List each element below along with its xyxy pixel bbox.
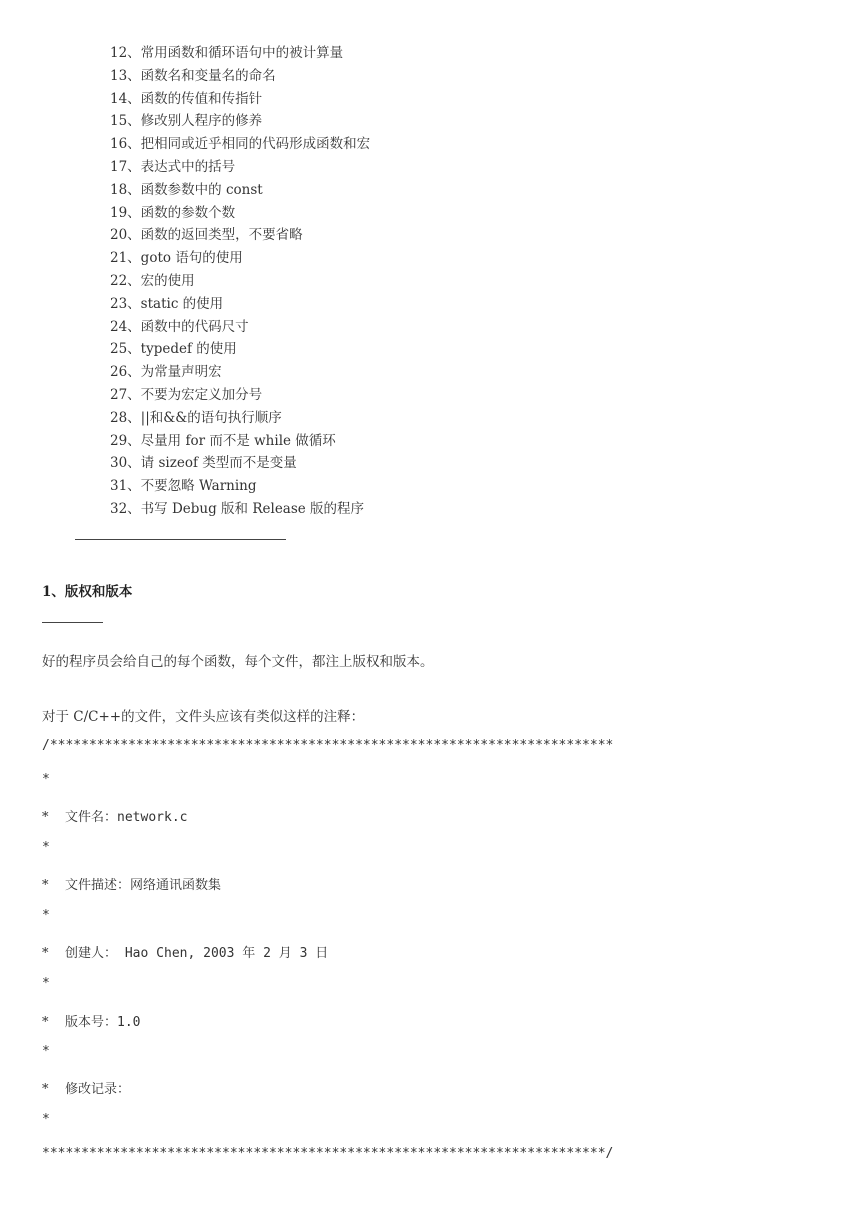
code-history-line xyxy=(42,1078,130,1097)
code-star-line: * xyxy=(42,772,50,787)
table-of-contents xyxy=(110,42,810,521)
heading-divider xyxy=(42,622,103,623)
toc-item-20[interactable]: 20、函数的返回类型，不要省略 xyxy=(110,227,303,244)
paragraph-header-note: 对于 C/C++的文件，文件头应该有类似这样的注释： xyxy=(42,709,365,725)
toc-item-16[interactable]: 16、把相同或近乎相同的代码形成函数和宏 xyxy=(110,136,371,153)
code-version-value: 1.0 xyxy=(117,1015,141,1030)
toc-item-12[interactable]: 12、常用函数和循环语句中的被计算量 xyxy=(110,45,344,61)
code-star-line: * xyxy=(42,1044,50,1059)
code-history-label: * 修改记录： xyxy=(42,1082,131,1097)
toc-item-32[interactable]: 32、书写 Debug 版和 Release 版的程序 xyxy=(110,500,365,517)
code-desc-value: 网络通讯函数集 xyxy=(130,878,222,893)
toc-item-13[interactable]: 13、函数名和变量名的命名 xyxy=(110,67,276,84)
paragraph-intro: 好的程序员会给自己的每个函数，每个文件，都注上版权和版本。 xyxy=(42,654,434,670)
toc-item-28[interactable]: 28、||和&&的语句执行顺序 xyxy=(110,409,282,426)
toc-item-17[interactable]: 17、表达式中的括号 xyxy=(110,158,236,175)
toc-item-15[interactable]: 15、修改别人程序的修养 xyxy=(110,113,263,130)
code-desc-line xyxy=(42,874,221,893)
toc-item-30[interactable]: 30、请 sizeof 类型而不是变量 xyxy=(110,455,297,472)
code-creator-value: Hao Chen, 2003 年 2 月 3 日 xyxy=(117,946,329,961)
code-star-line: * xyxy=(42,840,50,855)
toc-item-19[interactable]: 19、函数的参数个数 xyxy=(110,204,236,221)
toc-item-24[interactable]: 24、函数中的代码尺寸 xyxy=(110,318,249,335)
toc-item-23[interactable]: 23、static 的使用 xyxy=(110,295,224,312)
toc-item-25[interactable]: 25、typedef 的使用 xyxy=(110,341,237,358)
section-heading: 1、版权和版本 xyxy=(42,584,133,600)
code-comment-bottom: ************************************************************************/ xyxy=(42,1146,614,1161)
code-version-label: * 版本号： xyxy=(42,1015,118,1030)
code-creator-line xyxy=(42,942,328,961)
toc-item-31[interactable]: 31、不要忽略 Warning xyxy=(110,478,257,495)
toc-item-26[interactable]: 26、为常量声明宏 xyxy=(110,364,222,381)
code-star-line: * xyxy=(42,1112,50,1127)
code-comment-top: /************************************************************************ xyxy=(42,738,614,753)
code-version-line xyxy=(42,1011,141,1030)
code-creator-label: * 创建人： xyxy=(42,946,118,961)
toc-item-22[interactable]: 22、宏的使用 xyxy=(110,272,195,289)
toc-item-21[interactable]: 21、goto 语句的使用 xyxy=(110,250,243,267)
toc-item-29[interactable]: 29、尽量用 for 而不是 while 做循环 xyxy=(110,432,336,449)
toc-item-27[interactable]: 27、不要为宏定义加分号 xyxy=(110,386,263,403)
toc-item-14[interactable]: 14、函数的传值和传指针 xyxy=(110,90,263,107)
code-filename-label: * 文件名： xyxy=(42,810,118,825)
toc-divider xyxy=(75,539,286,540)
toc-item-18[interactable]: 18、函数参数中的 const xyxy=(110,181,263,198)
code-star-line: * xyxy=(42,908,50,923)
code-desc-label: * 文件描述： xyxy=(42,878,131,893)
code-filename-line xyxy=(42,806,187,825)
code-star-line: * xyxy=(42,976,50,991)
code-filename-value: network.c xyxy=(117,810,188,825)
